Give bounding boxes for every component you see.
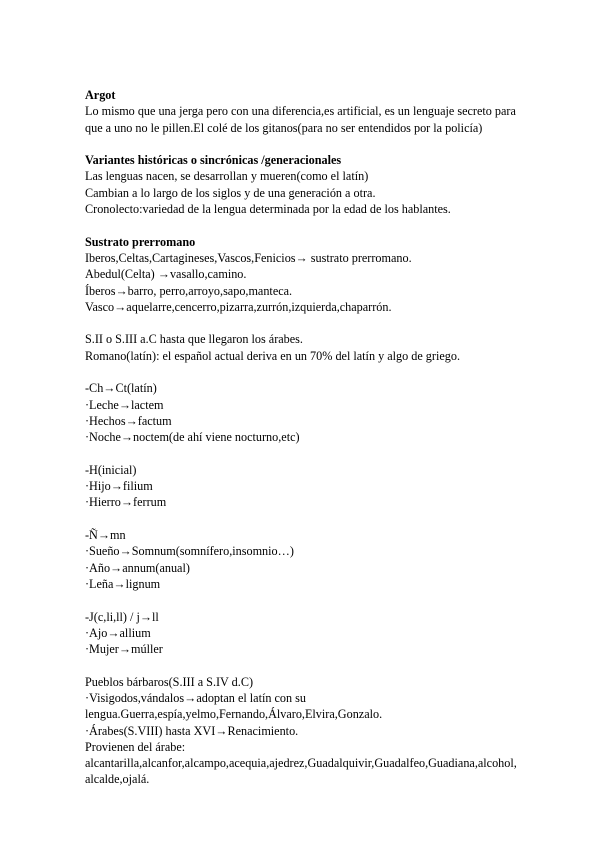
variantes-line: Cambian a lo largo de los siglos y de una generación a otra. <box>85 185 376 200</box>
jota-line: ·Mujer→múller <box>85 642 163 657</box>
barbaros-line: alcantarilla,alcanfor,alcampo,acequia,ajedrez,Guadalquivir,Guadalfeo,Guadiana,alcohol, <box>85 756 517 771</box>
document-content <box>85 87 525 788</box>
variantes-line: Las lenguas nacen, se desarrollan y mueren(como el latín) <box>85 169 369 184</box>
spacer <box>85 217 525 233</box>
enye-line: ·Sueño→Somnum(somnífero,insomnio…) <box>85 544 294 559</box>
romano-line: S.II o S.III a.C hasta que llegaron los árabes. <box>85 332 303 347</box>
section-romano <box>85 331 525 364</box>
h-line: ·Hijo→filium <box>85 479 153 494</box>
spacer <box>85 592 525 608</box>
spacer <box>85 315 525 331</box>
heading-variantes: Variantes históricas o sincrónicas /generacionales <box>85 153 342 168</box>
h-line: -H(inicial) <box>85 462 137 477</box>
ch-line: ·Leche→lactem <box>85 397 164 412</box>
sustrato-line: Vasco→aquelarre,cencerro,pizarra,zurrón,izquierda,chaparrón. <box>85 299 392 314</box>
sustrato-line: Íberos→barro, perro,arroyo,sapo,manteca. <box>85 283 293 298</box>
spacer <box>85 136 525 152</box>
ch-line: ·Hechos→factum <box>85 413 172 428</box>
section-barbaros <box>85 674 525 788</box>
enye-line: ·Leña→lignum <box>85 576 161 591</box>
sustrato-line: Abedul(Celta) →vasallo,camino. <box>85 267 247 282</box>
enye-line: ·Año→annum(anual) <box>85 560 190 575</box>
enye-line: -Ñ→mn <box>85 528 126 543</box>
spacer <box>85 364 525 380</box>
barbaros-line: Pueblos bárbaros(S.III a S.IV d.C) <box>85 674 254 689</box>
argot-line: que a uno no le pillen.El colé de los gitanos(para no ser entendidos por la policía) <box>85 120 483 135</box>
spacer <box>85 446 525 462</box>
spacer <box>85 511 525 527</box>
heading-sustrato: Sustrato prerromano <box>85 234 196 249</box>
variantes-line: Cronolecto:variedad de la lengua determinada por la edad de los hablantes. <box>85 202 451 217</box>
heading-argot: Argot <box>85 88 116 102</box>
sustrato-line: Iberos,Celtas,Cartagineses,Vascos,Fenicios→ sustrato prerromano. <box>85 250 412 265</box>
ch-line: -Ch→Ct(latín) <box>85 381 157 396</box>
barbaros-line: lengua.Guerra,espía,yelmo,Fernando,Álvaro,Elvira,Gonzalo. <box>85 707 383 722</box>
barbaros-line: Provienen del árabe: <box>85 739 186 754</box>
section-ch <box>85 380 525 445</box>
section-argot <box>85 87 525 136</box>
section-h <box>85 462 525 511</box>
jota-line: ·Ajo→allium <box>85 625 151 640</box>
section-jota <box>85 609 525 658</box>
section-sustrato <box>85 234 525 315</box>
h-line: ·Hierro→ferrum <box>85 495 167 510</box>
spacer <box>85 657 525 673</box>
ch-line: ·Noche→noctem(de ahí viene nocturno,etc) <box>85 430 300 445</box>
barbaros-line: alcalde,ojalá. <box>85 772 150 787</box>
jota-line: -J(c,li,ll) / j→ll <box>85 609 159 624</box>
argot-line: Lo mismo que una jerga pero con una diferencia,es artificial, es un lenguaje secreto para <box>85 104 516 119</box>
barbaros-line: ·Visigodos,vándalos→adoptan el latín con su <box>85 690 306 705</box>
romano-line: Romano(latín): el español actual deriva en un 70% del latín y algo de griego. <box>85 348 460 363</box>
barbaros-line: ·Árabes(S.VIII) hasta XVI→Renacimiento. <box>85 723 299 738</box>
section-variantes <box>85 152 525 217</box>
section-enye <box>85 527 525 592</box>
